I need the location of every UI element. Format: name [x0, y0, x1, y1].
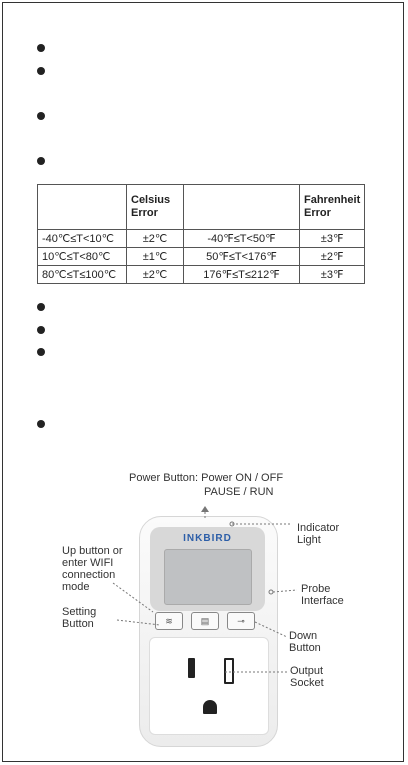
label-line: Light	[297, 534, 321, 546]
label-line: enter WIFI	[62, 557, 114, 569]
label-line: connection	[62, 569, 116, 581]
table-cell: 80℃≤T≤100℃	[38, 266, 127, 284]
label-line: Power Button: Power ON / OFF	[129, 472, 284, 484]
table-cell: -40℃≤T<10℃	[38, 230, 127, 248]
table-cell: 50℉≤T<176℉	[184, 248, 300, 266]
table-cell: -40℉≤T<50℉	[184, 230, 300, 248]
table-cell: 176℉≤T≤212℉	[184, 266, 300, 284]
table-cell: ±2℉	[300, 248, 365, 266]
down-button[interactable]: ⊸	[227, 612, 255, 630]
table-cell: ±3℉	[300, 266, 365, 284]
brand-logo: INKBIRD	[183, 533, 232, 544]
label-line: Interface	[301, 595, 344, 607]
table-cell: ±2℃	[127, 266, 184, 284]
label-line: Up button or	[62, 545, 123, 557]
up-button[interactable]: ≋	[155, 612, 183, 630]
label-line: PAUSE / RUN	[204, 486, 274, 498]
label-line: Button	[289, 642, 321, 654]
label-line: Indicator	[297, 522, 340, 534]
setting-button[interactable]: ▤	[191, 612, 219, 630]
table-cell: ±3℉	[300, 230, 365, 248]
label-line: mode	[62, 581, 90, 593]
label-line: Socket	[290, 677, 324, 689]
table-cell: ±2℃	[127, 230, 184, 248]
table-cell: ±1℃	[127, 248, 184, 266]
label-line: Button	[62, 618, 94, 630]
label-line: Setting	[62, 606, 97, 618]
table-cell: 10℃≤T<80℃	[38, 248, 127, 266]
table-header-cell: Celsius Error	[127, 185, 184, 230]
label-line: Down	[289, 630, 318, 642]
label-line: Output	[290, 665, 324, 677]
table-header-cell: Fahrenheit Error	[300, 185, 365, 230]
label-line: Probe	[301, 583, 331, 595]
